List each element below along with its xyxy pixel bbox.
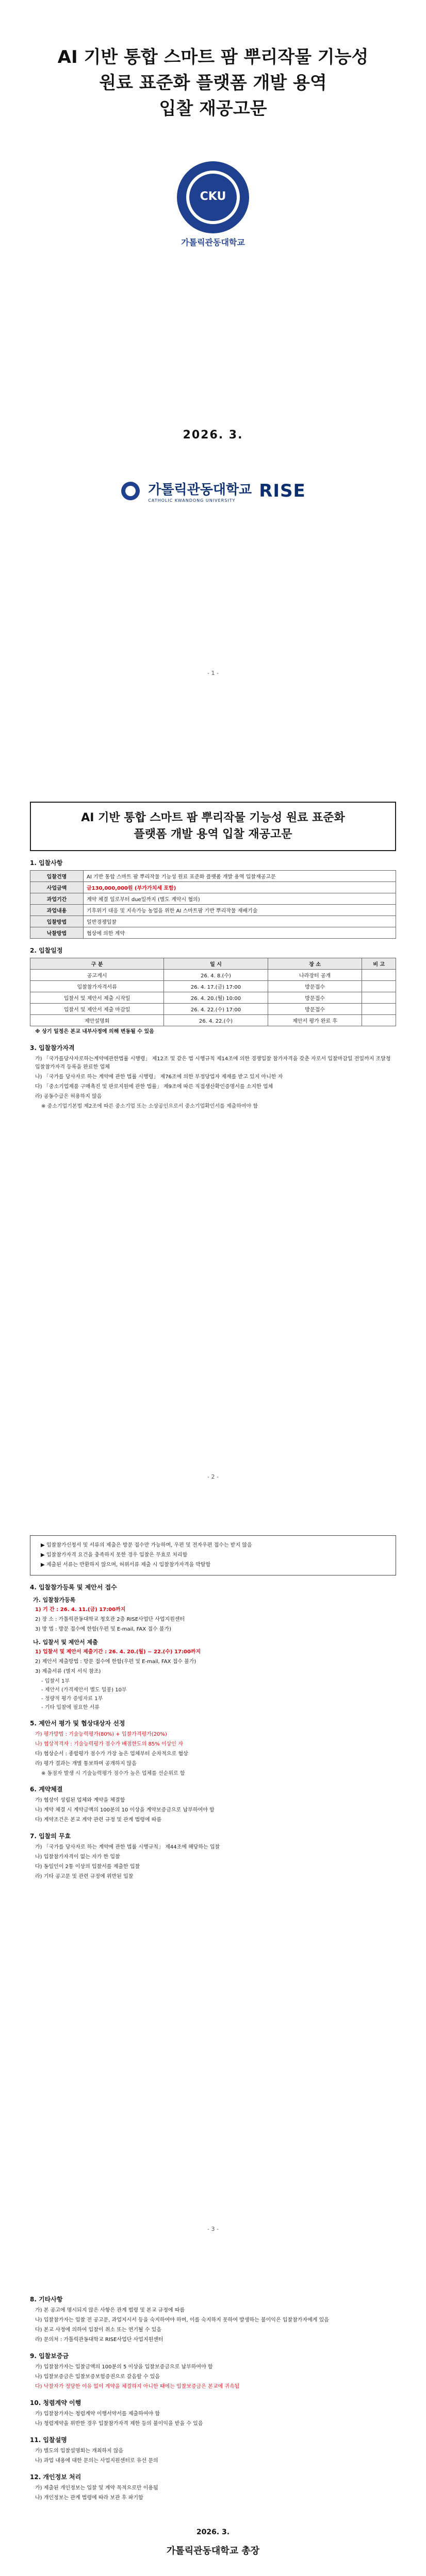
registration-item: 2) 장 소 : 가톨릭관동대학교 청호관 2층 RISE사업단 사업지원센터 bbox=[35, 1617, 185, 1622]
document-item: - 기타 입찰에 필요한 서류 bbox=[41, 1705, 100, 1710]
privacy-item: 가) 제출된 개인정보는 입찰 및 계약 목적으로만 이용됨 bbox=[35, 2485, 158, 2491]
bid-info-table bbox=[30, 870, 396, 939]
briefing-item: 나) 과업 내용에 대한 문의는 사업지원센터로 유선 문의 bbox=[35, 2458, 158, 2464]
table-row: 과업내용 기후위기 대응 및 지속가능 농업을 위한 AI 스마트팜 기반 뿌리작물 재배기술 bbox=[30, 905, 396, 916]
section-heading: 10. 청렴계약 이행 bbox=[30, 2399, 81, 2406]
evaluation-item: 나) 협상적격자 : 기술능력평가 점수가 배점한도의 85% 이상인 자 bbox=[35, 1741, 183, 1747]
cover-title: AI 기반 통합 스마트 팜 뿌리작물 기능성 원료 표준화 플랫폼 개발 용역 입찰 재공고문 bbox=[57, 47, 369, 119]
document-title: AI 기반 통합 스마트 팜 뿌리작물 기능성 원료 표준화 플랫폼 개발 용역 입찰 재공고문 bbox=[30, 802, 396, 851]
table-row: 과업기간 계약 체결 일로부터 due일까지 (별도 계약시 협의) bbox=[30, 893, 396, 905]
bond-item: 다) 낙찰자가 정당한 이유 없이 계약을 체결하지 아니한 때에는 입찰보증금은 본교에 귀속됨 bbox=[35, 2384, 240, 2389]
sub-heading: 가. 입찰참가등록 bbox=[33, 1597, 76, 1603]
integrity-item: 나) 청렴계약을 위반한 경우 입찰참가자격 제한 등의 불이익을 받을 수 있음 bbox=[35, 2421, 203, 2427]
qualification-item: 가) 「국가를당사자로하는계약에관한법률 시행령」 제12조 및 같은 법 시행규칙 제14조에 의한 경쟁입찰 참가자격을 갖춘 자로서 입찰마감일 전일까지 조달청 입찰참가자격 등록을 완료한 업체 bbox=[35, 1056, 391, 1070]
university-seal-icon bbox=[174, 159, 252, 251]
page-number: - 3 - bbox=[207, 2226, 219, 2232]
table-row: 입찰참가자격서류 26. 4. 17.(금) 17:00 방문접수 bbox=[30, 981, 396, 992]
integrity-item: 가) 입찰참가자는 청렴계약 이행서약서를 제출하여야 함 bbox=[35, 2411, 160, 2417]
document-item: - 정량적 평가 증빙자료 1부 bbox=[41, 1696, 103, 1702]
invalid-item: 나) 입찰참가자격이 없는 자가 한 입찰 bbox=[35, 1854, 120, 1860]
university-logo: 가톨릭관동대학교 CATHOLIC KWANDONG UNIVERSITY bbox=[148, 482, 252, 503]
briefing-item: 가) 별도의 입찰설명회는 개최하지 않음 bbox=[35, 2448, 124, 2454]
document-item: - 제안서 (가격제안서 별도 밀봉) 10부 bbox=[41, 1687, 127, 1693]
section-heading: 2. 입찰일정 bbox=[30, 947, 63, 954]
etc-item: 나) 입찰참가자는 입찰 전 공고문, 과업지시서 등을 숙지하여야 하며, 이를 숙지하지 못하여 발생하는 불이익은 입찰참가자에게 있음 bbox=[35, 2317, 329, 2323]
svg-text:CKU: CKU bbox=[200, 190, 226, 203]
bond-item: 가) 입찰참가자는 입찰금액의 100분의 5 이상을 입찰보증금으로 납부하여야 함 bbox=[35, 2364, 213, 2370]
schedule-table bbox=[30, 958, 396, 1026]
page-number: - 2 - bbox=[207, 1473, 219, 1480]
closing-date: 2026. 3. bbox=[196, 2528, 230, 2536]
schedule-note: ※ 상기 일정은 본교 내부사정에 의해 변동될 수 있음 bbox=[35, 1029, 154, 1035]
contract-item: 다) 계약조건은 본교 계약 관련 규정 및 관계 법령에 따름 bbox=[35, 1817, 162, 1823]
sub-heading: 나. 입찰서 및 제안서 제출 bbox=[33, 1639, 98, 1646]
qualification-item: 다) 「중소기업제품 구매촉진 및 판로지원에 관한 법률」 제9조에 따른 직접생산확인증명서를 소지한 업체 bbox=[35, 1084, 273, 1090]
qualification-note: ※ 중소기업기본법 제2조에 따른 중소기업 또는 소상공인으로서 중소기업확인서를 제출하여야 함 bbox=[41, 1104, 258, 1109]
invalid-item: 가) 「국가를 당사자로 하는 계약에 관한 법률 시행규칙」 제44조에 해당하는 입찰 bbox=[35, 1844, 220, 1850]
invalid-item: 다) 동일인이 2통 이상의 입찰서를 제출한 입찰 bbox=[35, 1864, 140, 1870]
contract-item: 가) 협상이 성립된 업체와 계약을 체결함 bbox=[35, 1798, 125, 1803]
section-heading: 7. 입찰의 무효 bbox=[30, 1833, 71, 1840]
cover-page bbox=[0, 0, 426, 752]
university-logo-icon bbox=[120, 481, 141, 501]
qualification-item: 나) 「국가를 당사자로 하는 계약에 관한 법률 시행령」 제76조에 의한 부정당업자 제재를 받고 있지 아니한 자 bbox=[35, 1074, 283, 1080]
section-heading: 4. 입찰참가등록 및 제안서 접수 bbox=[30, 1584, 117, 1591]
page-3 bbox=[0, 1504, 426, 2257]
rise-logo: RISE bbox=[259, 481, 306, 501]
section-heading: 9. 입찰보증금 bbox=[30, 2352, 69, 2360]
svg-text:가톨릭관동대학교: 가톨릭관동대학교 bbox=[181, 238, 245, 247]
evaluation-item: 라) 평가 결과는 개별 통보하며 공개하지 않음 bbox=[35, 1761, 137, 1767]
table-row: 제안설명회 26. 4. 22.(수) 제안서 평가 완료 후 bbox=[30, 1015, 396, 1026]
document-item: - 입찰서 1부 bbox=[41, 1679, 70, 1684]
submission-item: 3) 제출서류 (별지 서식 참조) bbox=[35, 1669, 101, 1674]
section-heading: 8. 기타사항 bbox=[30, 2296, 63, 2303]
table-row: 입찰방법 일반경쟁입찰 bbox=[30, 916, 396, 927]
table-row: 입찰건명 AI 기반 통합 스마트 팜 뿌리작물 기능성 원료 표준화 플랫폼 개발 용역 입찰재공고문 bbox=[30, 871, 396, 882]
footer-logos bbox=[0, 479, 426, 503]
section-heading: 5. 제안서 평가 및 협상대상자 선정 bbox=[30, 1720, 125, 1727]
section-heading: 6. 계약체결 bbox=[30, 1786, 63, 1793]
etc-item: 다) 본교 사정에 의하여 입찰이 취소 또는 연기될 수 있음 bbox=[35, 2327, 162, 2333]
submission-item: 1) 입찰서 및 제안서 제출기간 : 26. 4. 20.(월) ~ 22.(수) 17:00까지 bbox=[35, 1649, 201, 1655]
etc-item: 라) 문의처 : 가톨릭관동대학교 RISE사업단 사업지원센터 bbox=[35, 2337, 163, 2343]
table-header-row: 구 분 일 시 장 소 비 고 bbox=[30, 958, 396, 970]
evaluation-note: ※ 동점자 발생 시 기술능력평가 점수가 높은 업체를 선순위로 함 bbox=[41, 1771, 185, 1776]
section-heading: 12. 개인정보 처리 bbox=[30, 2473, 81, 2481]
etc-item: 가) 본 공고에 명시되지 않은 사항은 관계 법령 및 본교 규정에 따름 bbox=[35, 2308, 185, 2313]
section-heading: 3. 입찰참가자격 bbox=[30, 1044, 75, 1052]
qualification-item: 라) 공동수급은 허용하지 않음 bbox=[35, 1094, 102, 1099]
registration-item: 1) 기 간 : 26. 4. 11.(금) 17:00까지 bbox=[35, 1607, 126, 1613]
page-4 bbox=[0, 2257, 426, 2576]
page-number: - 1 - bbox=[207, 670, 219, 676]
table-row: 입찰서 및 제안서 제출 시작일 26. 4. 20.(월) 10:00 방문접수 bbox=[30, 992, 396, 1004]
bond-item: 나) 입찰보증금은 입찰보증보험증권으로 갈음할 수 있음 bbox=[35, 2374, 160, 2380]
evaluation-item: 다) 협상순서 : 종합평가 점수가 가장 높은 업체부터 순차적으로 협상 bbox=[35, 1751, 188, 1757]
table-row: 낙찰방법 협상에 의한 계약 bbox=[30, 927, 396, 939]
table-row: 입찰서 및 제안서 제출 마감일 26. 4. 22.(수) 17:00 방문접수 bbox=[30, 1004, 396, 1015]
evaluation-item: 가) 평가방법 : 기술능력평가(80%) + 입찰가격평가(20%) bbox=[35, 1732, 167, 1737]
page-2 bbox=[0, 752, 426, 1504]
cover-date: 2026. 3. bbox=[183, 429, 243, 442]
section-heading: 1. 입찰사항 bbox=[30, 859, 63, 867]
contract-item: 나) 계약 체결 시 계약금액의 100분의 10 이상을 계약보증금으로 납부하여야 함 bbox=[35, 1807, 215, 1813]
submission-item: 2) 제안서 제출방법 : 방문 접수에 한함(우편 및 E-mail, FAX 접수 불가) bbox=[35, 1659, 196, 1665]
table-row: 사업금액 금130,000,000원 (부가가치세 포함) bbox=[30, 882, 396, 893]
section-heading: 11. 입찰설명 bbox=[30, 2436, 67, 2444]
registration-item: 3) 방 법 : 방문 접수에 한함(우편 및 E-mail, FAX 접수 불가) bbox=[35, 1626, 172, 1632]
privacy-item: 나) 개인정보는 관계 법령에 따라 보관 후 파기함 bbox=[35, 2495, 143, 2501]
table-row: 공고게시 26. 4. 8.(수) 나라장터 공개 bbox=[30, 970, 396, 981]
notice-box: ▶ 입찰참가신청서 및 서류의 제출은 방문 접수만 가능하며, 우편 및 전자우편 접수는 받지 않음 ▶ 입찰참가자격 요건을 충족하지 못한 경우 입찰은 무효로 처리함 ▶ 제출된 서류는 반환하지 않으며, 허위서류 제출 시 입찰참가자격을 박탈함 bbox=[30, 1535, 396, 1575]
invalid-item: 라) 기타 공고문 및 관련 규정에 위반된 입찰 bbox=[35, 1874, 134, 1879]
closing-org: 가톨릭관동대학교 총장 bbox=[166, 2546, 260, 2556]
